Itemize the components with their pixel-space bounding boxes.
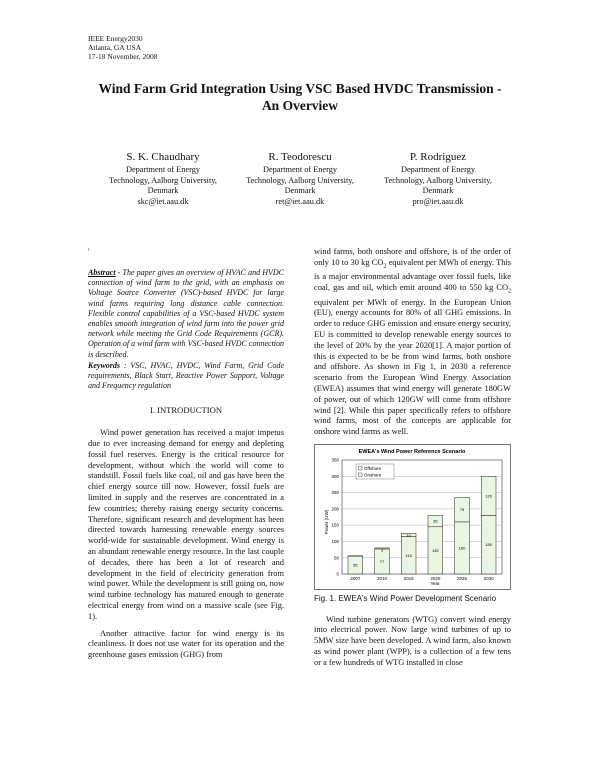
paragraph: Wind power generation has received a major impetus due to ever increasing demand for energy and depleting fossil fuel reserves. Energy is the critical resource for development, without which the world will come to standstill. Fossil fuels like coal, oil and gas have been the chief energy source till now. However, fossil fuels are limited in supply and the reserves are concentrated in a few countries; thereby raising energy security concerns. Therefore, significant research and development has been directed towards harnessing renewable energy sources world-wide for sustainable development. Wind energy is an abundant renewable energy resource. In the last couple of decades, there has been a lot of research and development in the field of electricity generation from wind power. While the development is still going on, now wind turbine technology has matured enough to generate electrical energy from wind on a massive scale (see Fig. 1). bbox=[88, 428, 284, 621]
author-department: Department of Energy bbox=[125, 165, 201, 174]
paper-title-line-1: Wind Farm Grid Integration Using VSC Based HVDC Transmission - bbox=[98, 81, 502, 96]
subscript: 2 bbox=[383, 263, 387, 270]
chart-x-tick-label: 2020 bbox=[430, 575, 441, 581]
author-department: Department of Energy bbox=[262, 165, 338, 174]
section-heading: I. INTRODUCTION bbox=[149, 405, 223, 416]
author-institution: Technology, Aalborg University, bbox=[384, 175, 492, 185]
chart-legend bbox=[356, 464, 394, 479]
author-email: skc@iet.aau.dk bbox=[137, 196, 189, 206]
chart-title: EWEA's Wind Power Reference Scenario bbox=[358, 448, 466, 455]
author-name: P. Rodriguez bbox=[409, 151, 467, 163]
author-block-2 bbox=[230, 150, 370, 207]
text-run: equivalent per MWh of energy. This is a major environmental advantage over fossil fuels, like coal, gas and oil, which emit around 400 to 550 kg CO bbox=[314, 257, 511, 293]
abstract-label: Abstract bbox=[88, 268, 116, 277]
chart-legend-swatch-onshore bbox=[359, 473, 363, 477]
figure-1 bbox=[314, 444, 511, 590]
chart-y-tick-label: 350 bbox=[331, 457, 339, 463]
abstract bbox=[88, 268, 284, 360]
paper-title-line-2: An Overview bbox=[261, 98, 339, 113]
conference-location: Atlanta, GA USA bbox=[88, 43, 142, 52]
chart-data-label-offshore: 10 bbox=[406, 532, 411, 538]
chart-y-axis-label: Power (GW) bbox=[324, 509, 329, 535]
author-country: Denmark bbox=[147, 186, 179, 195]
wind-power-chart bbox=[314, 444, 511, 590]
conference-date: 17-18 November, 2008 bbox=[88, 52, 158, 61]
conference-info bbox=[88, 34, 157, 61]
author-country: Denmark bbox=[422, 186, 454, 195]
chart-y-tick-label: 150 bbox=[331, 522, 339, 528]
chart-x-tick-label: 2007 bbox=[350, 575, 361, 581]
subscript: 2 bbox=[508, 288, 511, 295]
paragraph: Wind turbine generators (WTG) convert wind energy into electrical power. Now large wind turbines of up to 5MW size have been developed. A wind farm, also known as wind power plant (WPP), is a collection of a few tens or a few hundreds of WTG installed in close bbox=[314, 614, 511, 667]
right-column bbox=[314, 247, 511, 669]
chart-x-tick-label: 2010 bbox=[376, 575, 388, 581]
author-department: Department of Energy bbox=[400, 165, 476, 174]
chart-y-tick-label: 0 bbox=[336, 571, 339, 577]
chart-x-tick-label: 2030 bbox=[483, 575, 494, 581]
author-block-1 bbox=[93, 150, 233, 207]
author-block-3 bbox=[368, 150, 508, 207]
chart-data-label-offshore: 75 bbox=[459, 507, 465, 513]
chart-data-label-offshore: 3 bbox=[380, 547, 384, 553]
chart-data-label-offshore: 35 bbox=[433, 518, 438, 524]
chart-y-tick-label: 300 bbox=[331, 473, 339, 479]
figure-caption: Fig. 1. EWEA's Wind Power Development Scenario bbox=[314, 593, 497, 603]
author-name: S. K. Chaudhary bbox=[126, 151, 200, 163]
chart-data-label-onshore: 55 bbox=[353, 562, 358, 568]
author-email: ret@iet.aau.dk bbox=[275, 196, 325, 206]
keywords bbox=[88, 361, 284, 392]
chart-data-label-onshore: 77 bbox=[379, 558, 385, 564]
stray-mark: ' bbox=[88, 247, 90, 256]
chart-y-tick-label: 200 bbox=[331, 506, 339, 512]
author-email: pro@iet.aau.dk bbox=[412, 196, 464, 206]
conference-name: IEEE Energy2030 bbox=[88, 34, 143, 43]
chart-x-tick-label: 2025 bbox=[456, 575, 468, 581]
chart-legend-swatch-offshore bbox=[359, 466, 363, 470]
abstract-text: - The paper gives an overview of HVAC and HVDC connection of wind farm to the grid, with an emphasis on Voltage Source Converter (VSC)-based HVDC for large wind farms requiring long distance cable connection. Flexible control capabilities of a VSC-based HVDC system enables smooth integration of wind farm into the power grid network while meeting the Grid Code Requirements (GCR). Operation of a wind farm with VSC-based HVDC connection is described. bbox=[88, 268, 284, 359]
text-run: equivalent per MWh of energy. In the European Union (EU), energy accounts for 80% of all GHG emissions. In order to reduce GHG emission and ensure energy security, EU is committed to develop renewable energy sources to the level of 20% by the year 2020[1]. A major portion of this is expected to be be from wind farms, both onshore and offshore. As shown in Fig 1, in 2030 a reference scenario from the European Wind Energy Association (EWEA) assumes that wind energy will generate 180GW of power, out of which 120GW will come from offshore wind [2]. While this paper specifically refers to offshore wind farms, most of the concepts are applicable for onshore wind farms as well. bbox=[314, 297, 511, 437]
chart-legend-label-offshore: Offshore bbox=[364, 465, 382, 471]
chart-x-tick-label: 2015 bbox=[403, 575, 414, 581]
text-run: wind farms, both onshore and offshore, is of the order of only 10 to 30 kg CO bbox=[314, 247, 511, 267]
paper-title bbox=[60, 80, 540, 114]
left-column bbox=[88, 268, 284, 661]
chart-data-label-onshore: 180 bbox=[485, 542, 493, 548]
keywords-label: Keywords bbox=[88, 360, 120, 370]
paragraph: Another attractive factor for wind energy is its cleanliness. It does not use water for its operation and the greenhouse gases emission (GHG) from bbox=[88, 628, 284, 660]
author-institution: Technology, Aalborg University, bbox=[109, 175, 217, 185]
keywords-text: : VSC, HVAC, HVDC, Wind Farm, Grid Code requirements, Black Start, Reactive Power Support, Voltage and Frequency regulation bbox=[88, 360, 284, 391]
author-name: R. Teodorescu bbox=[268, 151, 332, 163]
chart-data-label-onshore: 115 bbox=[405, 552, 412, 558]
chart-y-tick-label: 250 bbox=[331, 490, 339, 496]
chart-x-axis-label: Year bbox=[430, 580, 440, 586]
author-country: Denmark bbox=[284, 186, 316, 195]
chart-y-tick-label: 100 bbox=[331, 538, 339, 544]
chart-legend-label-onshore: Onshore bbox=[364, 472, 382, 478]
chart-data-label-onshore: 145 bbox=[431, 547, 439, 553]
chart-data-label-onshore: 160 bbox=[458, 545, 466, 551]
paragraph bbox=[314, 247, 511, 438]
chart-data-label-offshore: 120 bbox=[485, 493, 493, 499]
author-institution: Technology, Aalborg University, bbox=[246, 175, 354, 185]
chart-y-tick-label: 50 bbox=[333, 555, 339, 561]
